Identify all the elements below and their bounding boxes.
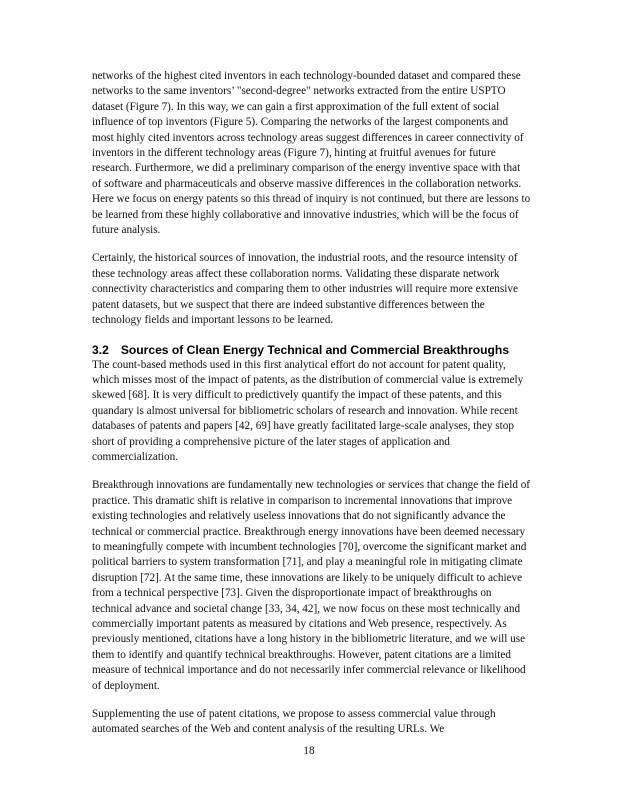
page-number: 18 bbox=[303, 745, 315, 757]
page-body bbox=[92, 69, 532, 738]
body-paragraph: Breakthrough innovations are fundamentally new technologies or services that change the field of practice. This dramatic shift is relative in comparison to incremental innovations that improve existing technologies and relatively useless innovations that do not significantly advance the technical or commercial practice. Breakthrough energy innovations have been deemed necessary to meaningfully compete with incumbent technologies [70], overcome the significant market and political barriers to system transformation [71], and play a meaningful role in mitigating climate disruption [72]. At the same time, these innovations are likely to be uniquely difficult to achieve from a technical perspective [73]. Given the disproportionate impact of breakthroughs on technical advance and societal change [33, 34, 42], we now focus on these most technically and commercially important patents as measured by citations and Web presence, respectively. As previously mentioned, citations have a long history in the bibliometric literature, and we will use them to identify and quantify technical breakthroughs. However, patent citations are a limited measure of technical importance and do not necessarily infer commercial relevance or likelihood of deployment. bbox=[92, 479, 531, 692]
body-paragraph: networks of the highest cited inventors in each technology-bounded dataset and compared these networks to the same inventors’ "second-degree" networks extracted from the entire USPTO dataset (Figure 7). In this way, we can gain a first approximation of the full extent of social influence of top inventors (Figure 5). Comparing the networks of the largest components and most highly cited inventors across technology areas suggest differences in career connectivity of inventors in the different technology areas (Figure 7), hinting at fruitful avenues for future research. Furthermore, we did a preliminary comparison of the energy inventive space with that of software and pharmaceuticals and observe massive differences in the collaboration networks. Here we focus on energy patents so this thread of inquiry is not continued, but there are lessons to be learned from these highly collaborative and innovative industries, which will be the focus of future analysis. bbox=[92, 70, 531, 237]
section-number: 3.2 bbox=[92, 342, 109, 357]
body-paragraph: The count-based methods used in this first analytical effort do not account for patent quality, which misses most of the impact of patents, as the distribution of commercial value is extremely skewed [68]. It is very difficult to predictively quantify the impact of these patents, and this quandary is almost universal for bibliometric scholars of research and innovation. While recent databases of patents and papers [42, 69] have greatly facilitated large-scale analyses, they stop short of providing a comprehensive picture of the later stages of application and commercialization. bbox=[92, 358, 524, 463]
body-paragraph: Certainly, the historical sources of innovation, the industrial roots, and the resource intensity of these technology areas affect these collaboration norms. Validating these disparate network connectivity characteristics and comparing them to other industries will require more extensive patent datasets, but we suspect that there are indeed substantive differences between the technology fields and important lessons to be learned. bbox=[92, 252, 518, 327]
body-paragraph: Supplementing the use of patent citations, we propose to assess commercial value through automated searches of the Web and content analysis of the resulting URLs. We bbox=[92, 708, 496, 736]
section-heading bbox=[92, 342, 532, 358]
section-title: Sources of Clean Energy Technical and Commercial Breakthroughs bbox=[120, 342, 510, 357]
